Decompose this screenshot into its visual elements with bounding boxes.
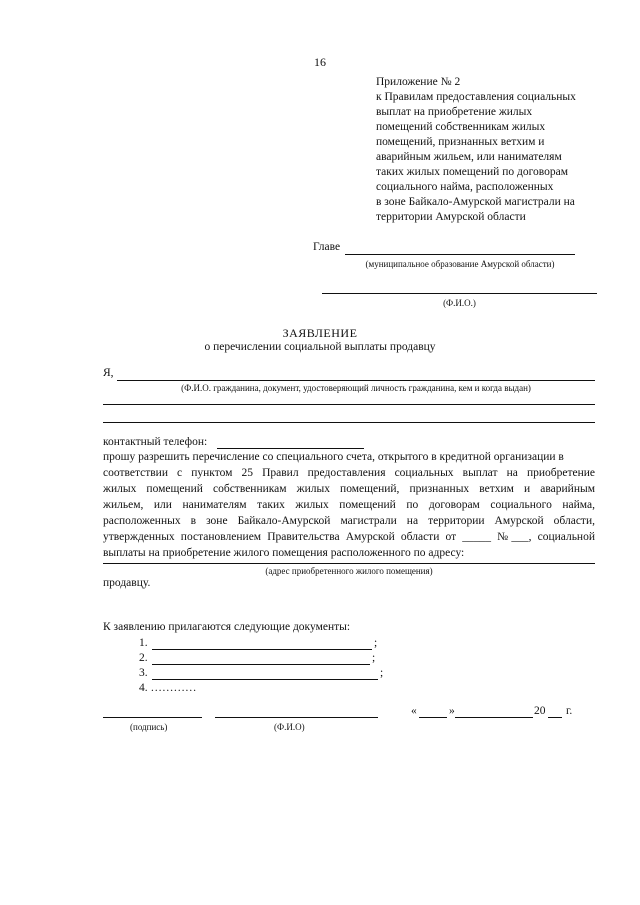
appendix-line: к Правилам предоставления социальных xyxy=(376,91,576,103)
appendix-line: Приложение № 2 xyxy=(376,76,461,88)
appendix-line: аварийным жильем, или нанимателям xyxy=(376,151,562,163)
attachment-item-number: 1. xyxy=(139,637,148,649)
date-year-prefix: 20 xyxy=(534,705,546,717)
body-line: выплаты на приобретение жилого помещения расположенного по адресу: xyxy=(103,547,465,559)
applicant-line-3[interactable] xyxy=(103,422,595,423)
attachment-item-terminator: ; xyxy=(372,652,376,664)
date-day-line[interactable] xyxy=(419,717,447,718)
appendix-line: помещений, признанных ветхим и xyxy=(376,136,545,148)
document-title: ЗАЯВЛЕНИЕ xyxy=(282,326,358,340)
attachment-item-number: 4. ………… xyxy=(139,682,197,694)
appendix-line: помещений собственникам жилых xyxy=(376,121,546,133)
addressee-municipality-line[interactable] xyxy=(345,254,575,255)
appendix-line: выплат на приобретение жилых xyxy=(376,106,533,118)
attachment-item-number: 2. xyxy=(139,652,148,664)
body-line: прошу разрешить перечисление со специального счета, открытого в кредитной организации в xyxy=(103,451,564,463)
attachment-item-line[interactable] xyxy=(152,679,378,680)
request-body xyxy=(103,449,595,561)
signature-fio-line[interactable] xyxy=(215,717,378,718)
appendix-header xyxy=(376,75,606,225)
seller-text: продавцу. xyxy=(103,577,151,589)
attachment-item-line[interactable] xyxy=(152,649,372,650)
addressee-fio-caption: (Ф.И.О.) xyxy=(443,298,476,308)
signature-fio-caption: (Ф.И.О) xyxy=(274,722,305,732)
date-year-suffix: г. xyxy=(566,705,573,717)
date-close-quote: » xyxy=(449,705,455,717)
date-year-line[interactable] xyxy=(548,717,562,718)
address-line[interactable] xyxy=(103,563,595,564)
document-subtitle: о перечислении социальной выплаты продавцу xyxy=(204,341,436,353)
attachment-item-line[interactable] xyxy=(152,664,370,665)
body-line: жильем, или нанимателям таких жилых помещений по договорам социального найма, xyxy=(103,499,595,511)
applicant-prefix: Я, xyxy=(103,367,114,379)
attachment-item-terminator: ; xyxy=(380,667,384,679)
appendix-line: таких жилых помещений по договорам xyxy=(376,166,568,178)
appendix-line: территории Амурской области xyxy=(376,211,526,223)
municipality-caption: (муниципальное образование Амурской области) xyxy=(365,259,555,269)
date-open-quote: « xyxy=(411,705,417,717)
attachment-item-terminator: ; xyxy=(374,637,378,649)
applicant-line-2[interactable] xyxy=(103,404,595,405)
body-line: соответствии с пунктом 25 Правил предоставления социальных выплат на приобретение xyxy=(103,467,595,479)
body-line: утвержденных постановлением Правительства Амурской области от _____ №___, социальной xyxy=(103,531,595,543)
addressee-fio-line[interactable] xyxy=(322,293,597,294)
applicant-line[interactable] xyxy=(117,380,595,381)
attachment-item-number: 3. xyxy=(139,667,148,679)
body-line: жилых помещений собственникам жилых помещений, признанных ветхим и аварийным xyxy=(103,483,595,495)
appendix-line: социального найма, расположенных xyxy=(376,181,554,193)
body-line: расположенных в зоне Байкало-Амурской магистрали на территории Амурской области, xyxy=(103,515,595,527)
address-caption: (адрес приобретенного жилого помещения) xyxy=(265,566,433,576)
page-number: 16 xyxy=(314,55,326,69)
attachments-heading: К заявлению прилагаются следующие документы: xyxy=(103,621,351,633)
appendix-line: в зоне Байкало-Амурской магистрали на xyxy=(376,196,575,208)
addressee-prefix: Главе xyxy=(313,241,341,253)
signature-caption: (подпись) xyxy=(130,722,168,732)
date-month-line[interactable] xyxy=(455,717,533,718)
phone-label: контактный телефон: xyxy=(103,436,208,448)
signature-line[interactable] xyxy=(103,717,202,718)
applicant-caption: (Ф.И.О. гражданина, документ, удостоверяющий личность гражданина, кем и когда выдан) xyxy=(181,383,531,393)
